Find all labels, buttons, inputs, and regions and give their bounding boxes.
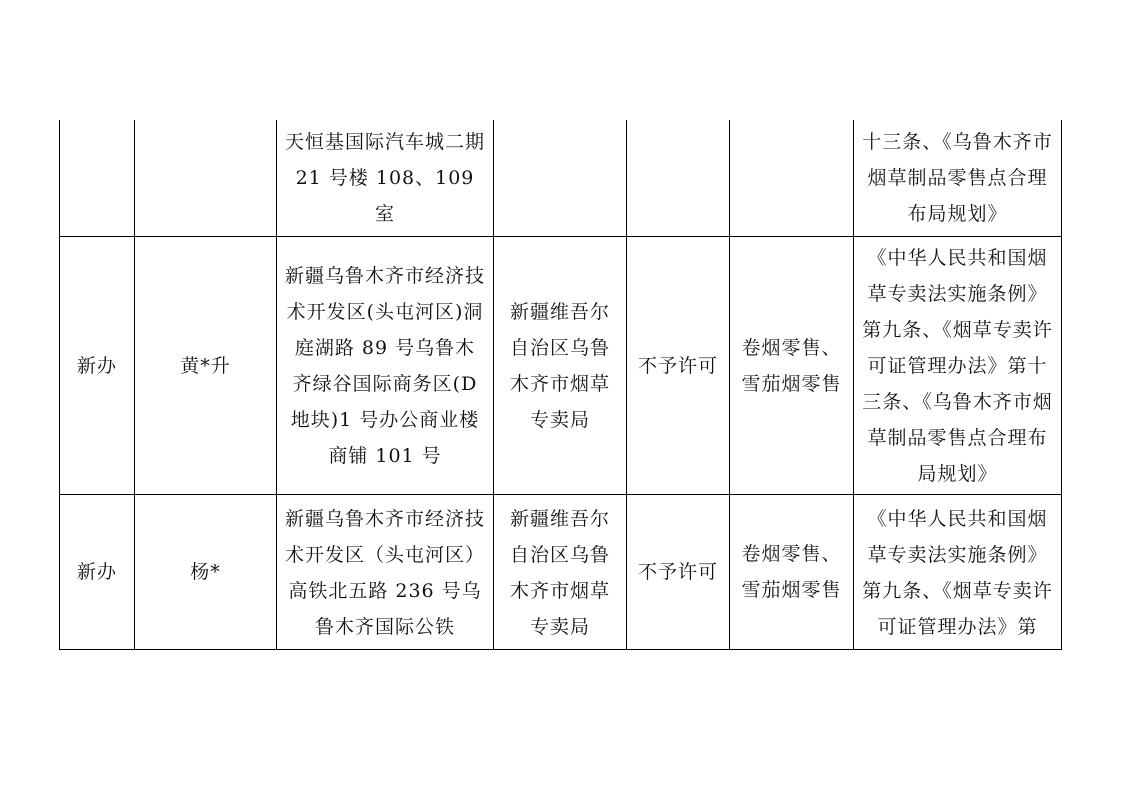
cell-authority: 新疆维吾尔自治区乌鲁木齐市烟草专卖局	[494, 237, 627, 495]
cell-decision: 不予许可	[627, 495, 730, 650]
cell-scope	[730, 120, 854, 237]
cell-applicant-name: 黄*升	[135, 237, 277, 495]
cell-address: 新疆乌鲁木齐市经济技术开发区（头屯河区）高铁北五路 236 号乌鲁木齐国际公铁	[277, 495, 494, 650]
cell-authority: 新疆维吾尔自治区乌鲁木齐市烟草专卖局	[494, 495, 627, 650]
cell-application-type	[60, 120, 135, 237]
cell-scope: 卷烟零售、雪茄烟零售	[730, 237, 854, 495]
cell-decision: 不予许可	[627, 237, 730, 495]
cell-scope: 卷烟零售、雪茄烟零售	[730, 495, 854, 650]
cell-address: 天恒基国际汽车城二期 21 号楼 108、109 室	[277, 120, 494, 237]
cell-application-type: 新办	[60, 495, 135, 650]
cell-applicant-name	[135, 120, 277, 237]
cell-legal-basis: 十三条、《乌鲁木齐市烟草制品零售点合理布局规划》	[854, 120, 1062, 237]
cell-legal-basis: 《中华人民共和国烟草专卖法实施条例》第九条、《烟草专卖许可证管理办法》第	[854, 495, 1062, 650]
cell-application-type: 新办	[60, 237, 135, 495]
table-row	[60, 237, 1062, 495]
cell-decision	[627, 120, 730, 237]
cell-authority	[494, 120, 627, 237]
license-decision-table	[59, 120, 1062, 650]
cell-applicant-name: 杨*	[135, 495, 277, 650]
table-row	[60, 120, 1062, 237]
table-row	[60, 495, 1062, 650]
cell-address: 新疆乌鲁木齐市经济技术开发区(头屯河区)洞庭湖路 89 号乌鲁木齐绿谷国际商务区(D 地块)1 号办公商业楼商铺 101 号	[277, 237, 494, 495]
license-table-page	[59, 120, 1061, 650]
cell-legal-basis: 《中华人民共和国烟草专卖法实施条例》第九条、《烟草专卖许可证管理办法》第十三条、《乌鲁木齐市烟草制品零售点合理布局规划》	[854, 237, 1062, 495]
